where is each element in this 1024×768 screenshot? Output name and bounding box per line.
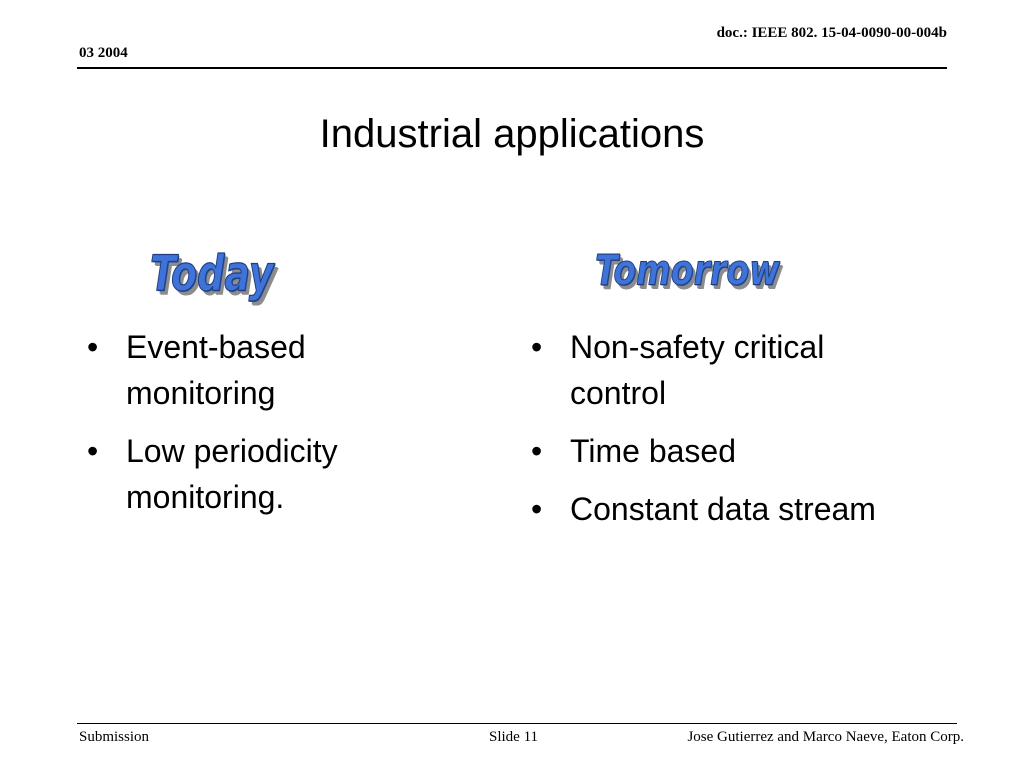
document-date: 03 2004 bbox=[79, 45, 128, 61]
bullet-icon: • bbox=[87, 329, 99, 365]
list-item-text: Event-based monitoring bbox=[126, 329, 306, 411]
list-item-text: Non-safety critical control bbox=[570, 329, 825, 411]
list-item bbox=[531, 428, 911, 474]
list-item-text: Constant data stream bbox=[570, 491, 876, 527]
header-divider bbox=[77, 67, 947, 69]
footer-authors: Jose Gutierrez and Marco Naeve, Eaton Corp. bbox=[687, 729, 964, 745]
bullet-icon: • bbox=[87, 433, 99, 469]
list-item bbox=[531, 324, 911, 416]
bullet-icon: • bbox=[531, 433, 543, 469]
list-item-text: Low periodicity monitoring. bbox=[126, 433, 338, 515]
slide-title: Industrial applications bbox=[319, 112, 705, 156]
footer-divider bbox=[77, 723, 957, 724]
tomorrow-heading: Tomorrow bbox=[595, 246, 780, 296]
bullet-icon: • bbox=[531, 329, 543, 365]
today-heading: Today bbox=[150, 246, 274, 303]
list-item bbox=[531, 486, 911, 532]
today-bullet-list bbox=[87, 324, 447, 532]
list-item-text: Time based bbox=[570, 433, 736, 469]
list-item bbox=[87, 428, 447, 520]
tomorrow-bullet-list bbox=[531, 324, 911, 544]
footer-submission: Submission bbox=[79, 729, 150, 745]
document-id: doc.: IEEE 802. 15-04-0090-00-004b bbox=[716, 25, 947, 41]
footer-slide-number: Slide 11 bbox=[489, 729, 539, 745]
list-item bbox=[87, 324, 447, 416]
bullet-icon: • bbox=[531, 491, 543, 527]
